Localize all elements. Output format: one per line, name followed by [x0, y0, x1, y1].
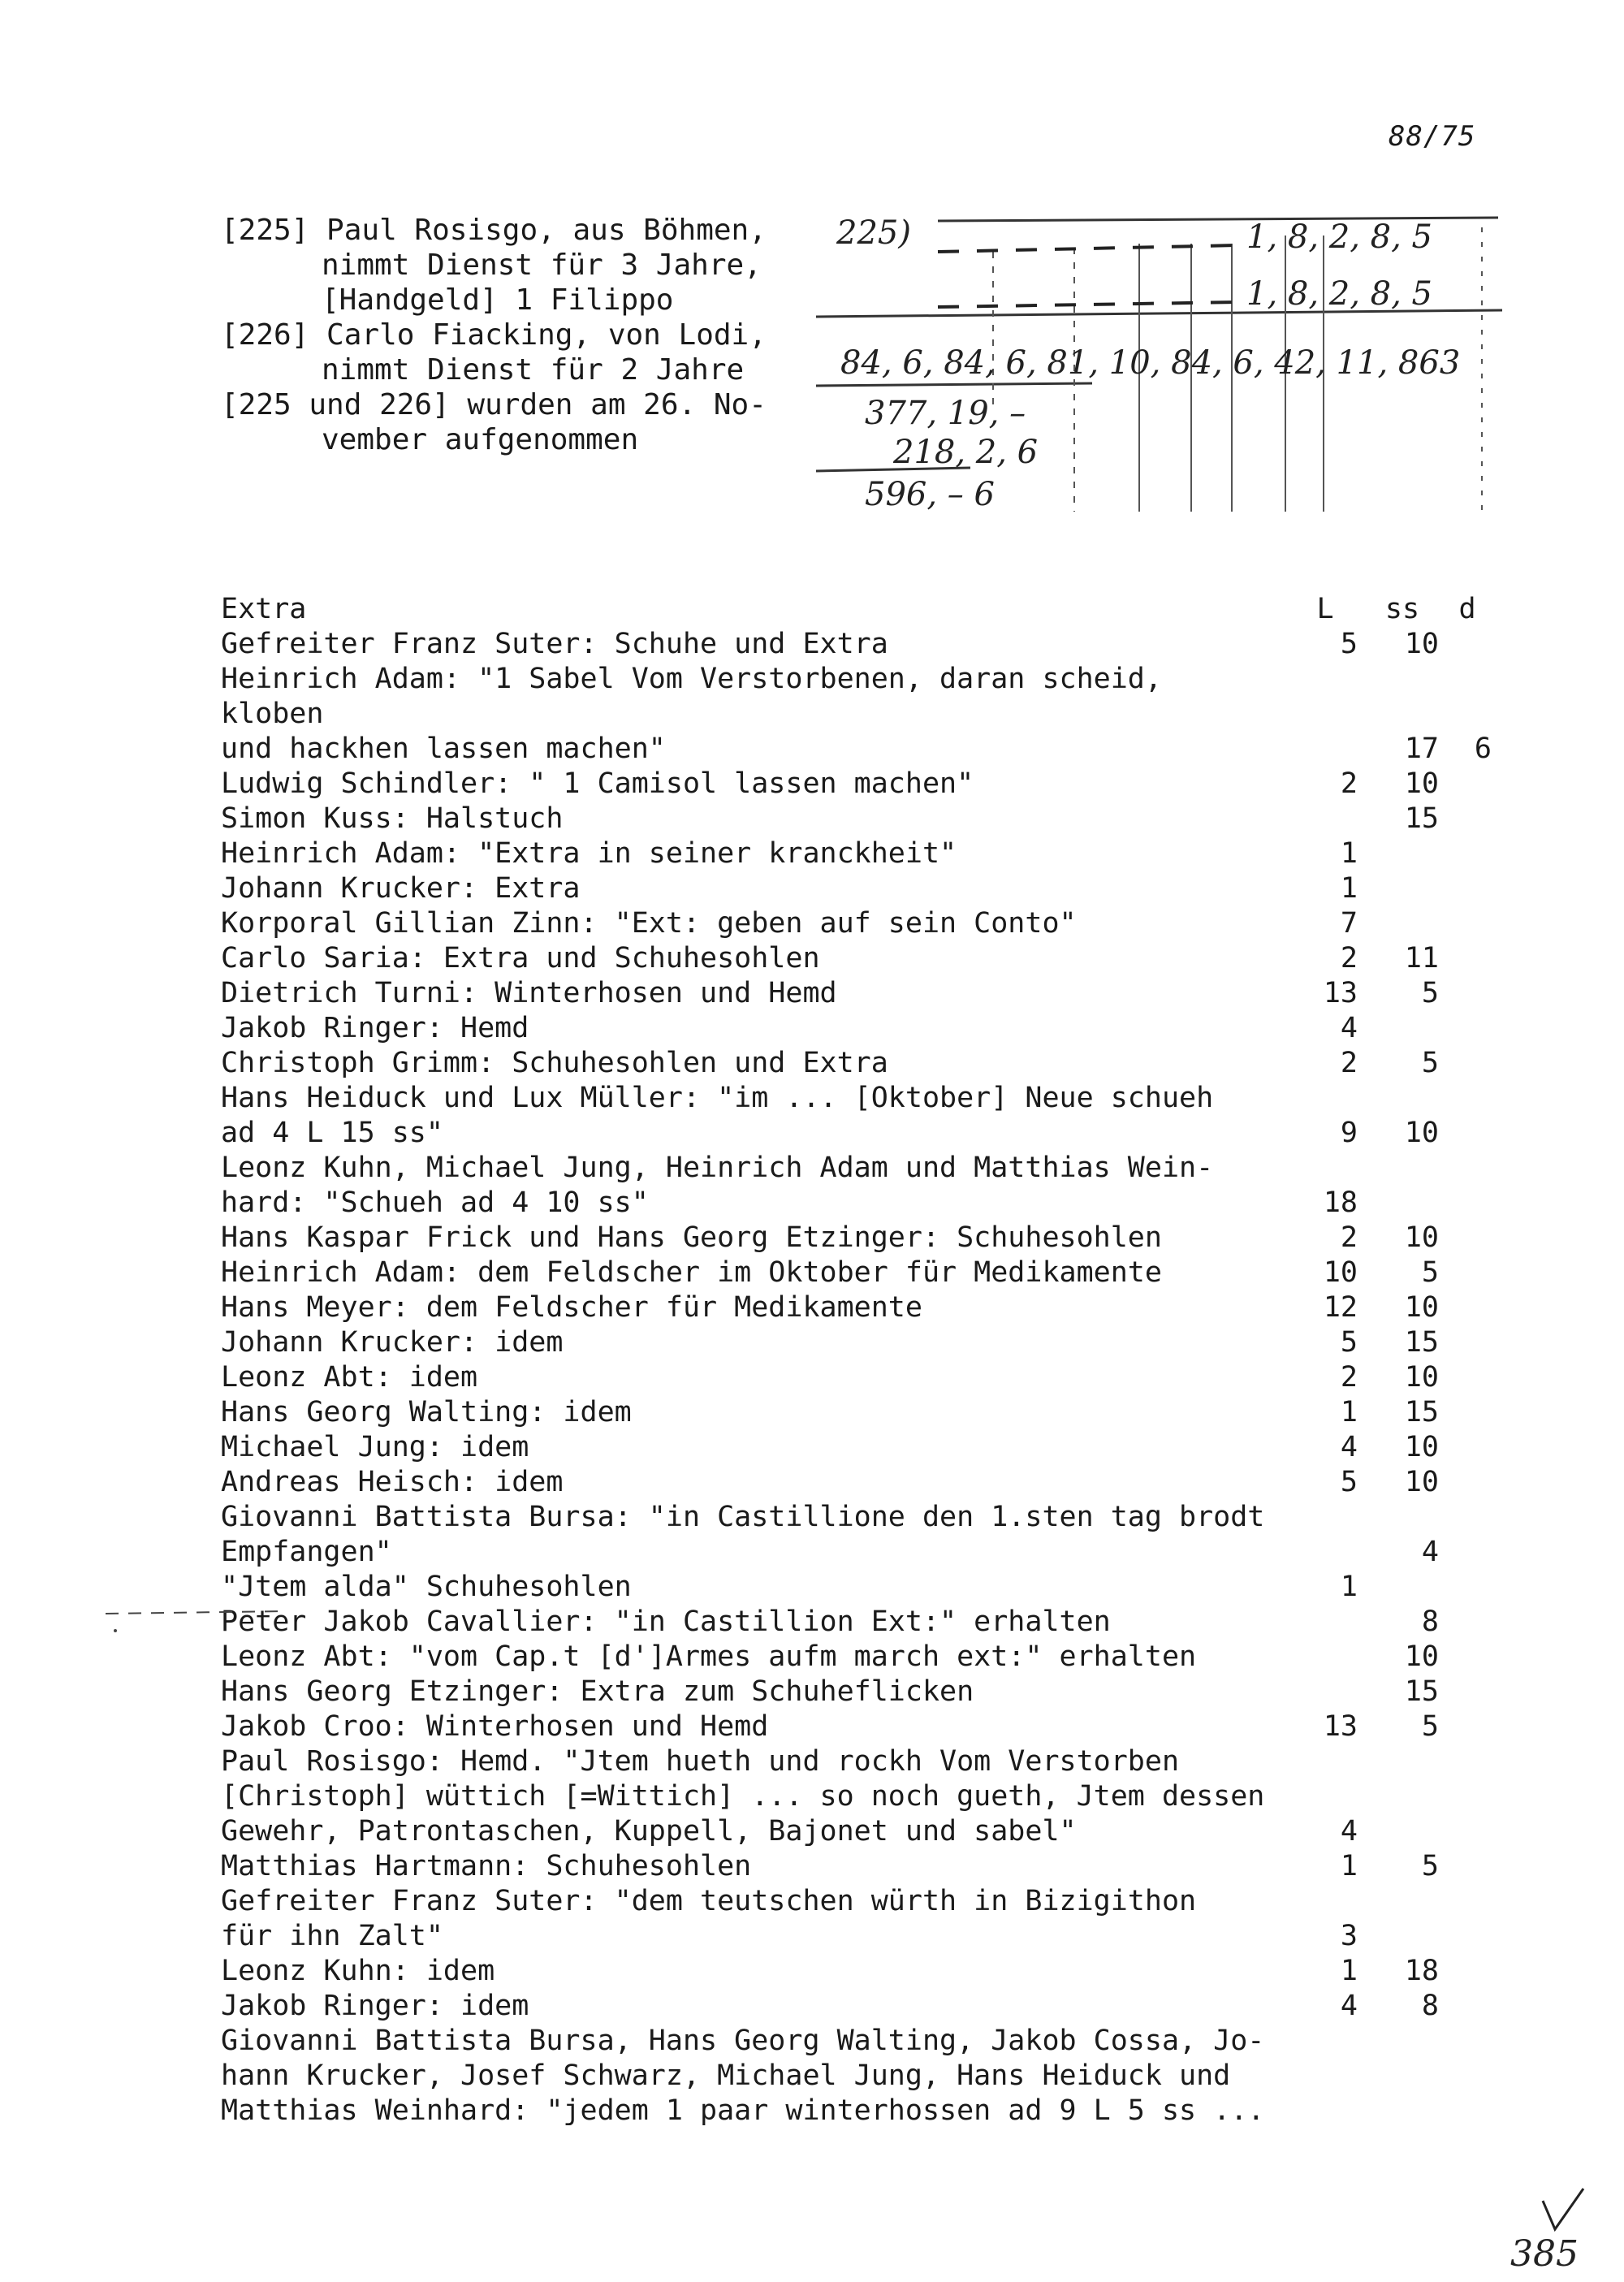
ledger-row-line: Peter Jakob Cavallier: "in Castillion Ext:" erhalten [221, 1606, 1111, 1638]
stray-dash-mark [97, 1601, 292, 1634]
ledger-row-line: ad 4 L 15 ss" [221, 1117, 443, 1149]
ledger-row [221, 662, 1492, 767]
ledger-row-description [221, 906, 1268, 941]
ledger-row-description [221, 767, 1268, 802]
ledger-row-line: "Jtem alda" Schuhesohlen [221, 1571, 632, 1603]
amount-d: 6 [1474, 733, 1492, 765]
ledger-row-description [221, 1395, 1268, 1430]
ledger-row-line: Johann Krucker: idem [221, 1326, 564, 1359]
ledger-row-description [221, 802, 1268, 836]
ledger-row [221, 836, 1488, 871]
amount-L: 1 [1340, 1571, 1358, 1603]
ledger-rows [221, 627, 1492, 2129]
ledger-row-line: Leonz Abt: idem [221, 1361, 478, 1394]
ledger-row [221, 1430, 1488, 1465]
ledger-row [221, 941, 1488, 976]
handwritten-check-image [1486, 2185, 1600, 2274]
margin-number: 385 [1510, 2233, 1579, 2274]
ledger-row-description [221, 1011, 1268, 1046]
ledger-row [221, 1151, 1488, 1221]
ledger-row [221, 1360, 1488, 1395]
ledger-row-line: Heinrich Adam: "Extra in seiner kranckheit" [221, 837, 957, 870]
amount-L: 3 [1340, 1920, 1358, 1952]
amount-L: 1 [1340, 872, 1358, 905]
ledger-row [221, 1675, 1488, 1709]
amount-ss: 5 [1421, 977, 1439, 1009]
handwritten-row: 218, 2, 6 [893, 434, 1039, 471]
amount-ss: 10 [1404, 1640, 1439, 1673]
amount-L: 13 [1323, 1710, 1358, 1743]
ledger-row [221, 1954, 1488, 1989]
amount-ss: 10 [1404, 1361, 1439, 1394]
ledger-row-description [221, 871, 1268, 906]
ledger-row-description [221, 1744, 1268, 1849]
amount-L: 1 [1340, 1955, 1358, 1987]
ledger-row-description [221, 976, 1268, 1011]
ledger-row-line: Empfangen" [221, 1536, 392, 1568]
intro-line: [Handgeld] 1 Filippo [322, 283, 674, 317]
ledger-row-line: für ihn Zalt" [221, 1920, 443, 1952]
intro-line: nimmt Dienst für 3 Jahre, [322, 249, 762, 282]
ledger-row-line: Korporal Gillian Zinn: "Ext: geben auf sein Conto" [221, 907, 1077, 940]
ledger-row [221, 1605, 1488, 1640]
amount-ss: 10 [1404, 1291, 1439, 1324]
ledger-row [221, 802, 1488, 836]
column-header-ss: ss [1384, 593, 1420, 625]
ledger-row-line: Andreas Heisch: idem [221, 1466, 564, 1498]
ledger-row [221, 1011, 1488, 1046]
ledger-row-description [221, 1954, 1268, 1989]
ledger-row-description [221, 1989, 1268, 2024]
ledger-row-description [221, 1640, 1268, 1675]
amount-L: 12 [1323, 1291, 1358, 1324]
intro-line: [225] Paul Rosisgo, aus Böhmen, [221, 214, 767, 247]
ledger-row-description [221, 1709, 1268, 1744]
amount-ss: 8 [1421, 1606, 1439, 1638]
ledger-row-description [221, 1046, 1268, 1081]
ledger-row-line: Heinrich Adam: dem Feldscher im Oktober für Medikamente [221, 1256, 1162, 1289]
handwritten-label: 225) [836, 214, 911, 252]
handwritten-account-snippet [816, 203, 1506, 528]
intro-block [221, 213, 806, 457]
amount-L: 5 [1340, 1466, 1358, 1498]
ledger-header [221, 592, 1488, 627]
ledger-row-line: Jakob Ringer: idem [221, 1990, 529, 2022]
amount-ss: 5 [1421, 1047, 1439, 1079]
ledger-row-description [221, 1151, 1268, 1221]
handwritten-row: 84, 6, 84, 6, 81, 10, 84, 6, 42, 11, 863 [840, 344, 1461, 382]
amount-ss: 5 [1421, 1850, 1439, 1882]
ledger-row-description [221, 1675, 1268, 1709]
amount-ss: 15 [1404, 1675, 1439, 1708]
amount-L: 4 [1340, 1815, 1358, 1848]
column-header-L: L [1316, 593, 1334, 625]
amount-ss: 10 [1404, 1466, 1439, 1498]
ledger-row-line: Hans Meyer: dem Feldscher für Medikamente [221, 1291, 922, 1324]
ledger-row-line: Matthias Hartmann: Schuhesohlen [221, 1850, 752, 1882]
ledger-table [221, 592, 1492, 2129]
ledger-row-line: Carlo Saria: Extra und Schuhesohlen [221, 942, 820, 975]
ledger-row-description [221, 627, 1268, 662]
ledger-row-line: hann Krucker, Josef Schwarz, Michael Jung, Hans Heiduck und [221, 2059, 1231, 2092]
ledger-row-line: Christoph Grimm: Schuhesohlen und Extra [221, 1047, 888, 1079]
amount-L: 1 [1340, 1396, 1358, 1428]
ledger-row-line: [Christoph] wüttich [=Wittich] ... so noch gueth, Jtem dessen [221, 1780, 1265, 1813]
amount-ss: 18 [1404, 1955, 1439, 1987]
ledger-row [221, 871, 1488, 906]
amount-ss: 15 [1404, 1326, 1439, 1359]
amount-L: 5 [1340, 628, 1358, 660]
ledger-row [221, 906, 1488, 941]
ledger-row-line: Hans Heiduck und Lux Müller: "im ... [Oktober] Neue schueh [221, 1082, 1214, 1114]
ledger-row [221, 1570, 1488, 1605]
amount-ss: 11 [1404, 942, 1439, 975]
amount-L: 4 [1340, 1990, 1358, 2022]
amount-L: 2 [1340, 1361, 1358, 1394]
ledger-row [221, 1221, 1488, 1256]
amount-L: 10 [1323, 1256, 1358, 1289]
handwritten-account-image [816, 203, 1506, 528]
ledger-row-line: Ludwig Schindler: " 1 Camisol lassen machen" [221, 767, 974, 800]
ledger-row [221, 1290, 1488, 1325]
ledger-row-description [221, 1081, 1268, 1151]
ledger-row-description [221, 941, 1268, 976]
ledger-row [221, 1046, 1488, 1081]
ledger-row-line: Leonz Kuhn: idem [221, 1955, 495, 1987]
amount-ss: 10 [1404, 1221, 1439, 1254]
ledger-row [221, 1500, 1488, 1570]
amount-L: 2 [1340, 942, 1358, 975]
ledger-row-line: Hans Kaspar Frick und Hans Georg Etzinger: Schuhesohlen [221, 1221, 1162, 1254]
ledger-row-description [221, 1605, 1268, 1640]
ledger-row-line: Johann Krucker: Extra [221, 872, 581, 905]
amount-ss: 15 [1404, 802, 1439, 835]
dashed-stroke-image [97, 1601, 292, 1634]
amount-ss: 5 [1421, 1710, 1439, 1743]
margin-check-mark [1486, 2185, 1600, 2274]
amount-L: 9 [1340, 1117, 1358, 1149]
ledger-row [221, 1256, 1488, 1290]
ledger-row-description [221, 1430, 1268, 1465]
ledger-row-line: hard: "Schueh ad 4 10 ss" [221, 1186, 649, 1219]
intro-line: [226] Carlo Fiacking, von Lodi, [221, 318, 767, 352]
ledger-row-line: Jakob Ringer: Hemd [221, 1012, 529, 1044]
amount-L: 5 [1340, 1326, 1358, 1359]
ledger-row [221, 976, 1488, 1011]
ledger-row [221, 1395, 1488, 1430]
ledger-row [221, 1709, 1488, 1744]
ledger-row-line: Hans Georg Etzinger: Extra zum Schuheflicken [221, 1675, 974, 1708]
handwritten-row: 596, – 6 [865, 476, 995, 513]
ledger-row-line: Gefreiter Franz Suter: "dem teutschen würth in Bizigithon [221, 1885, 1197, 1917]
ledger-row-line: Gewehr, Patrontaschen, Kuppell, Bajonet und sabel" [221, 1815, 1077, 1848]
ledger-row-description [221, 2024, 1268, 2129]
ledger-row-line: Hans Georg Walting: idem [221, 1396, 632, 1428]
ledger-row-description [221, 1360, 1268, 1395]
amount-L: 1 [1340, 1850, 1358, 1882]
amount-L: 18 [1323, 1186, 1358, 1219]
amount-ss: 17 [1404, 733, 1439, 765]
amount-ss: 10 [1404, 1431, 1439, 1463]
amount-L: 2 [1340, 1221, 1358, 1254]
ledger-row-line: Giovanni Battista Bursa, Hans Georg Walting, Jakob Cossa, Jo- [221, 2025, 1265, 2057]
amount-L: 2 [1340, 1047, 1358, 1079]
ledger-row-line: Leonz Kuhn, Michael Jung, Heinrich Adam und Matthias Wein- [221, 1152, 1214, 1184]
amount-L: 7 [1340, 907, 1358, 940]
ledger-row [221, 1640, 1488, 1675]
ledger-row-description [221, 1884, 1268, 1954]
amount-ss: 4 [1421, 1536, 1439, 1568]
ledger-row [221, 1081, 1488, 1151]
ledger-row-description [221, 836, 1268, 871]
page-number: 88/75 [1389, 120, 1476, 153]
ledger-row-line: Giovanni Battista Bursa: "in Castillione den 1.sten tag brodt [221, 1501, 1265, 1533]
ledger-row-description [221, 1500, 1268, 1570]
ledger-row [221, 1989, 1488, 2024]
amount-ss: 15 [1404, 1396, 1439, 1428]
column-header-d: d [1458, 593, 1476, 625]
ledger-row-line: Gefreiter Franz Suter: Schuhe und Extra [221, 628, 888, 660]
ledger-row-line: Matthias Weinhard: "jedem 1 paar winterhossen ad 9 L 5 ss ... [221, 2094, 1265, 2127]
ledger-row-description [221, 1256, 1268, 1290]
amount-L: 13 [1323, 977, 1358, 1009]
ledger-title: Extra [221, 593, 307, 625]
handwritten-row: 377, 19, – [865, 395, 1026, 432]
ledger-row [221, 2024, 1488, 2129]
amount-L: 4 [1340, 1012, 1358, 1044]
handwritten-row: 1, 8, 2, 8, 5 [1246, 275, 1432, 313]
ledger-row-description [221, 1221, 1268, 1256]
intro-line: [225 und 226] wurden am 26. No- [221, 388, 767, 421]
ledger-row-line: Leonz Abt: "vom Cap.t [d']Armes aufm march ext:" erhalten [221, 1640, 1197, 1673]
ledger-row-description [221, 1570, 1268, 1605]
ledger-row [221, 1465, 1488, 1500]
ledger-row-line: Paul Rosisgo: Hemd. "Jtem hueth und rockh Vom Verstorben [221, 1745, 1180, 1778]
handwritten-row: 1, 8, 2, 8, 5 [1246, 218, 1432, 256]
intro-line: vember aufgenommen [322, 423, 639, 456]
amount-ss: 10 [1404, 628, 1439, 660]
amount-ss: 10 [1404, 1117, 1439, 1149]
amount-L: 4 [1340, 1431, 1358, 1463]
amount-ss: 8 [1421, 1990, 1439, 2022]
amount-ss: 10 [1404, 767, 1439, 800]
ledger-row-line: Dietrich Turni: Winterhosen und Hemd [221, 977, 837, 1009]
ledger-row-description [221, 1465, 1268, 1500]
ledger-row-line: Jakob Croo: Winterhosen und Hemd [221, 1710, 769, 1743]
ledger-row [221, 1849, 1488, 1884]
amount-L: 2 [1340, 767, 1358, 800]
ledger-row-description [221, 1290, 1268, 1325]
amount-ss: 5 [1421, 1256, 1439, 1289]
intro-line: nimmt Dienst für 2 Jahre [322, 353, 745, 387]
ledger-row [221, 627, 1488, 662]
ledger-row-line: und hackhen lassen machen" [221, 733, 666, 765]
ledger-row-description [221, 1849, 1268, 1884]
ledger-row [221, 1884, 1488, 1954]
ledger-row-line: Michael Jung: idem [221, 1431, 529, 1463]
ledger-row-line: Simon Kuss: Halstuch [221, 802, 564, 835]
ledger-row [221, 1744, 1488, 1849]
amount-L: 1 [1340, 837, 1358, 870]
ledger-row [221, 1325, 1488, 1360]
ledger-row-line: Heinrich Adam: "1 Sabel Vom Verstorbenen, daran scheid, kloben [221, 663, 1162, 730]
ledger-row-description [221, 1325, 1268, 1360]
ledger-row [221, 767, 1488, 802]
ledger-row-description [221, 662, 1268, 767]
